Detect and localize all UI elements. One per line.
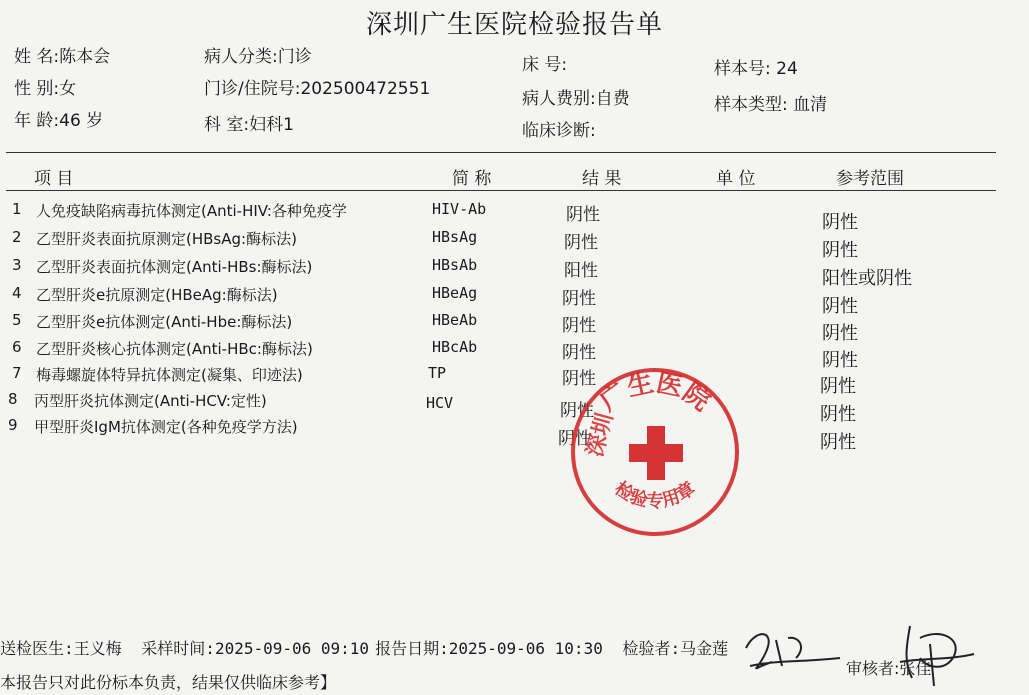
row-ref: 阴性 — [820, 404, 856, 425]
name-field — [14, 42, 110, 67]
row-abbr: HBsAb — [432, 256, 478, 274]
patient-id-value: 202500472551 — [300, 79, 431, 99]
dept-label: 科 室: — [204, 115, 250, 135]
row-ref: 阴性 — [822, 240, 858, 261]
patient-id-field — [204, 74, 430, 99]
row-item: 人免疫缺陷病毒抗体测定(Anti-HIV:各种免疫学 — [36, 202, 347, 220]
row-item: 乙型肝炎表面抗原测定(HBsAg:酶标法) — [36, 230, 297, 248]
sample-no-label: 样本号: — [714, 59, 771, 79]
table-row — [0, 228, 1029, 261]
row-item: 梅毒螺旋体特异抗体测定(凝集、印迹法) — [36, 366, 303, 384]
seal-top-text: 广生医院 — [594, 368, 716, 418]
row-ref: 阳性或阴性 — [822, 268, 912, 289]
row-number: 2 — [12, 228, 22, 246]
sample-type-value: 血清 — [793, 95, 828, 115]
row-item: 乙型肝炎表面抗体测定(Anti-HBs:酶标法) — [36, 258, 313, 276]
row-item: 丙型肝炎抗体测定(Anti-HCV:定性) — [34, 392, 267, 410]
row-abbr: HCV — [426, 394, 454, 412]
row-item: 乙型肝炎核心抗体测定(Anti-HBc:酶标法) — [36, 340, 313, 358]
row-abbr: HBeAg — [432, 284, 478, 302]
table-row — [0, 311, 1029, 344]
row-number: 5 — [12, 311, 22, 329]
row-ref: 阴性 — [820, 432, 856, 453]
reviewer-label: 审核者: — [846, 659, 900, 678]
reviewer-signature — [890, 618, 980, 688]
row-number: 9 — [8, 416, 18, 434]
category-field — [204, 42, 312, 67]
seal-left-text: 深圳 — [582, 410, 619, 460]
row-number: 8 — [8, 390, 18, 408]
row-number: 1 — [12, 200, 22, 218]
dept-value: 妇科1 — [249, 115, 294, 135]
age-value: 46 岁 — [59, 111, 104, 131]
row-result: 阳性 — [564, 261, 598, 281]
row-ref: 阴性 — [820, 376, 856, 397]
hospital-seal-stamp — [565, 362, 745, 542]
row-ref: 阴性 — [822, 323, 858, 344]
sample-type-label: 样本类型: — [714, 95, 788, 115]
row-abbr: HBsAg — [432, 228, 478, 246]
row-abbr: HIV-Ab — [432, 200, 487, 218]
row-result: 阴性 — [562, 316, 596, 336]
collect-time-value: 2025-09-06 09:10 — [214, 639, 370, 658]
diagnosis-field — [522, 116, 596, 141]
report-date-value: 2025-09-06 10:30 — [448, 639, 603, 658]
gender-value: 女 — [59, 79, 77, 99]
doctor-value: 王义梅 — [73, 639, 122, 658]
category-label: 病人分类: — [204, 47, 278, 67]
gender-label: 性 别: — [14, 79, 60, 99]
row-abbr: TP — [428, 364, 447, 382]
report-date-label: 报告日期: — [375, 639, 449, 658]
svg-text:检验专用章 — [611, 477, 700, 512]
sample-no-field — [714, 54, 798, 79]
row-result: 阴性 — [562, 289, 596, 309]
header-top-rule — [6, 152, 996, 153]
row-result: 阴性 — [558, 429, 592, 449]
age-label: 年 龄: — [14, 111, 60, 131]
row-item: 甲型肝炎IgM抗体测定(各种免疫学方法) — [34, 418, 298, 436]
row-result: 阴性 — [560, 401, 594, 421]
header-abbr: 简 称 — [452, 169, 492, 189]
gender-field — [14, 74, 76, 99]
name-value: 陈本会 — [59, 47, 111, 67]
disclaimer: 本报告只对此份标本负责，结果仅供临床参考】 — [0, 673, 337, 692]
fee-label: 病人费别: — [522, 89, 596, 109]
row-item: 乙型肝炎e抗原测定(HBeAg:酶标法) — [36, 286, 278, 304]
row-ref: 阴性 — [822, 350, 858, 371]
row-result: 阴性 — [564, 233, 598, 253]
header-unit: 单 位 — [716, 169, 756, 189]
row-abbr: HBeAb — [432, 311, 478, 329]
row-ref: 阴性 — [822, 212, 858, 233]
row-result: 阴性 — [566, 205, 600, 225]
row-abbr: HBcAb — [432, 338, 478, 356]
table-row — [0, 200, 1029, 233]
table-row — [0, 416, 1029, 453]
sample-type-field — [714, 90, 827, 115]
reviewer-value: 张佳 — [899, 659, 932, 678]
header-bottom-rule — [6, 190, 996, 191]
row-ref: 阴性 — [822, 296, 858, 317]
header-item: 项 目 — [34, 169, 74, 189]
row-number: 3 — [12, 256, 22, 274]
row-number: 6 — [12, 338, 22, 356]
tester-label: 检验者: — [622, 639, 681, 658]
dept-field — [204, 110, 294, 135]
doctor-label: 送检医生: — [0, 639, 74, 658]
collect-time-label: 采样时间: — [141, 639, 215, 658]
table-row — [0, 338, 1029, 371]
bed-label: 床 号: — [522, 55, 568, 75]
bed-field — [522, 50, 567, 75]
row-result: 阴性 — [562, 343, 596, 363]
row-item: 乙型肝炎e抗体测定(Anti-Hbe:酶标法) — [36, 313, 293, 331]
seal-bottom-text: 检验专用章 — [610, 477, 700, 512]
row-number: 4 — [12, 284, 22, 302]
report-title: 深圳广生医院检验报告单 — [365, 10, 663, 40]
fee-value: 自费 — [595, 89, 630, 109]
table-row — [0, 256, 1029, 289]
diagnosis-label: 临床诊断: — [522, 121, 596, 141]
header-result: 结 果 — [582, 169, 622, 189]
red-cross-icon — [629, 426, 683, 480]
tester-signature — [736, 618, 846, 682]
table-row — [0, 284, 1029, 317]
age-field — [14, 106, 103, 131]
header-ref: 参考范围 — [836, 169, 904, 189]
table-row — [0, 390, 1029, 425]
svg-text:广生医院 — [594, 368, 715, 417]
sample-no-value: 24 — [776, 59, 798, 79]
tester-value: 马金莲 — [680, 639, 729, 658]
fee-field — [522, 84, 630, 109]
patient-id-label: 门诊/住院号: — [204, 79, 301, 99]
name-label: 姓 名: — [14, 47, 60, 67]
footer-line — [0, 636, 728, 659]
row-result: 阴性 — [562, 369, 596, 389]
category-value: 门诊 — [277, 47, 312, 67]
row-number: 7 — [12, 364, 22, 382]
